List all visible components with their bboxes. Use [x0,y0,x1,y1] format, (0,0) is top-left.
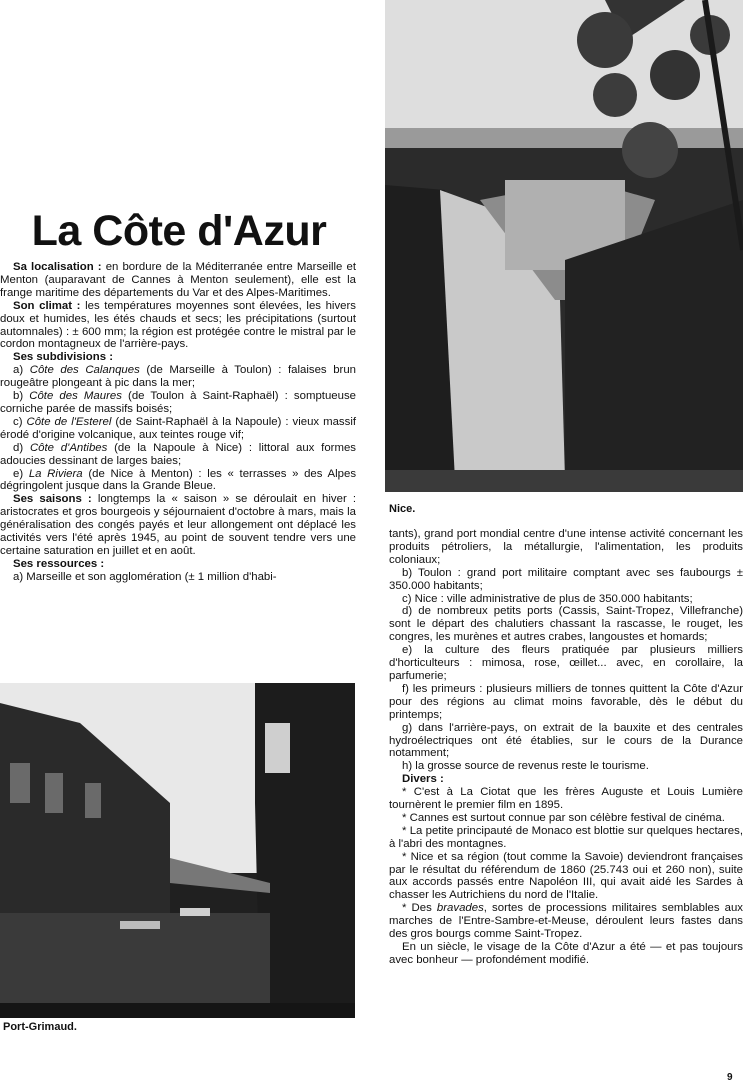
ressources-heading: Ses ressources : [13,557,105,570]
divers-item: * C'est à La Ciotat que les frères Auguste et Louis Lumière tournèrent le premier film en 1895. [389,786,743,812]
localisation-paragraph [0,261,356,300]
subdivision-text: (de la Napoule à Nice) : littoral aux formes adoucies dessinant de larges baies; [0,441,356,467]
ressources-continued: tants), grand port mondial centre d'une intense activité concernant les produits pétroliers, la métallurgie, l'alimentation, les produits coloniaux; [389,528,743,566]
saisons-paragraph [0,493,356,558]
subdivision-text: (de Saint-Raphaël à la Napoule) : vieux massif érodé d'origine volcanique, aux teintes rouge vif; [0,415,357,441]
ressources-item: b) Toulon : grand port militaire comptant avec ses faubourgs ± 350.000 habitants; [389,566,743,592]
subdivision-item [0,442,356,468]
divers-item: * La petite principauté de Monaco est blottie sur quelques hectares, à l'abri des montagnes. [389,824,743,850]
ressources-item: d) de nombreux petits ports (Cassis, Saint-Tropez, Villefranche) sont le départ des chalutiers chassant la rascasse, le rouget, les congres, les murènes et autres crabes, langoustes et homards; [389,605,743,644]
nice-caption: Nice. [389,503,416,515]
right-column [389,528,743,967]
climat-label: Son climat : [13,299,81,312]
port-grimaud-caption: Port-Grimaud. [3,1021,77,1033]
subdivision-prefix: c) [13,415,27,428]
left-column [0,261,356,584]
subdivision-text: (de Toulon à Saint-Raphaël) : somptueuse corniche parée de massifs boisés; [0,390,356,415]
subdivision-name: Côte des Maures [29,390,122,403]
subdivision-name: Côte d'Antibes [29,441,108,454]
subdivisions-heading: Ses subdivisions : [13,351,114,364]
subdivision-item [0,364,356,390]
subdivision-name: Côte de l'Esterel [26,415,112,428]
subdivision-prefix: a) [13,364,30,377]
divers-item: * Cannes est surtout connue par son célèbre festival de cinéma. [402,811,725,824]
subdivision-prefix: b) [13,390,30,403]
divers-item [389,902,743,941]
localisation-label: Sa localisation : [13,261,102,273]
subdivision-item [0,468,356,494]
page-number: 9 [727,1072,733,1083]
subdivision-item [0,416,356,442]
divers-heading: Divers : [402,773,444,786]
ressources-item: c) Nice : ville administrative de plus de 350.000 habitants; [402,592,693,605]
ressources-item: g) dans l'arrière-pays, on extrait de la bauxite et des centrales hydroélectriques ont été établies, sur le cours de la Durance notamment; [389,721,743,760]
subdivision-name: Côte des Calanques [29,364,140,377]
subdivision-prefix: e) [13,467,29,480]
ressources-item: f) les primeurs : plusieurs milliers de tonnes quittent la Côte d'Azur pour des régions au climat moins favorable, dès le début du printemps; [389,682,743,721]
subdivision-text: (de Marseille à Toulon) : falaises brun rougeâtre plongeant à pic dans la mer; [0,364,356,390]
ressources-a: a) Marseille et son agglomération (± 1 million d'habi- [13,570,277,583]
bravades-pre: * Des [402,902,437,915]
ressources-item: e) la culture des fleurs pratiquée par plusieurs milliers d'horticulteurs : mimosa, rose, œillet... avec, en corollaire, la parfumerie; [389,644,743,682]
saisons-text: longtemps la « saison » se déroulait en hiver : aristocrates et gros bourgeois y séjournaient d'octobre à mars, mais la généralisation des congés payés et leur allongement ont déplacé les activités vers l'été après 1945, au point de souvent tendre vers une certaine saturation en juillet et en août. [0,493,357,557]
subdivision-name: La Riviera [28,467,83,480]
localisation-text: en bordure de la Méditerranée entre Marseille et Menton (auparavant de Cannes à Menton seulement), elle est la frange maritime des départements du Var et des Alpes-Maritimes. [0,261,356,299]
divers-item: * Nice et sa région (tout comme la Savoie) deviendront françaises par le résultat du référendum de 1860 (25.743 oui et 260 non), suite aux accords passés entre Napoléon III, qui avait aidé les Sardes à chasser les Autrichiens du nord de l'Italie. [389,850,743,902]
climat-text: les températures moyennes sont élevées, les hivers doux et humides, les étés chauds et secs; les précipitations (surtout automnales) : ± 600 mm; la région est protégée contre le mistral par le cordon montagneux de l'arrière-pays. [0,299,356,351]
page-title: La Côte d'Azur [31,207,327,255]
saisons-label: Ses saisons : [13,493,92,506]
ressources-item: h) la grosse source de revenus reste le tourisme. [402,760,649,773]
subdivision-prefix: d) [13,441,30,454]
port-grimaud-photo [0,683,355,1018]
subdivision-item [0,390,356,416]
bravades-word: bravades [436,902,484,915]
nice-photo [385,0,743,492]
closing-paragraph: En un siècle, le visage de la Côte d'Azur a été — et pas toujours avec bonheur — profondément modifié. [389,941,743,966]
climat-paragraph [0,300,356,352]
subdivision-text: (de Nice à Menton) : les « terrasses » des Alpes dégringolent jusque dans la Grande Bleue. [0,467,357,493]
bravades-post: , sortes de processions militaires semblables aux marches de l'Entre-Sambre-et-Meuse, déroulent leurs fastes dans des gros bourgs comme Saint-Tropez. [389,902,743,941]
